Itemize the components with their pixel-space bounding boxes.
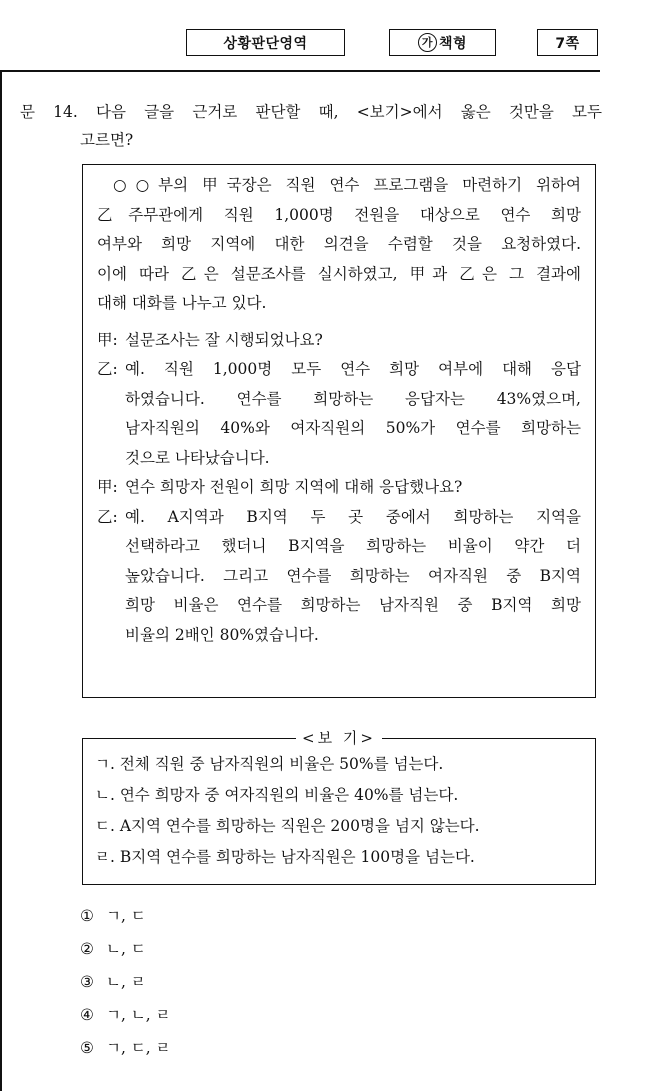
speaker: 甲: — [97, 330, 118, 349]
page-number: 7쪽 — [555, 35, 580, 52]
utterance-line: 비율의 2배인 80%였습니다. — [125, 625, 319, 644]
choice-text: ㄱ, ㄷ, ㄹ — [106, 1039, 171, 1057]
dialogue-turn — [97, 326, 581, 356]
speaker: 甲: — [97, 478, 118, 496]
bogi-box — [82, 729, 596, 885]
question-stem-line-1: 다음 글을 근거로 판단할 때, <보기>에서 옳은 것만을 모두 — [96, 103, 602, 121]
passage-line: 대해 대화를 나누고 있다. — [97, 294, 267, 312]
bogi-item: ㄱ. 전체 직원 중 남자직원의 비율은 50%를 넘는다. — [95, 755, 444, 773]
answer-choice[interactable] — [80, 933, 171, 966]
utterance-line: 예. A지역과 B지역 두 곳 중에서 희망하는 지역을 — [125, 507, 581, 526]
header-page-box — [537, 29, 598, 56]
answer-choice[interactable] — [80, 1032, 171, 1065]
answer-choice[interactable] — [80, 999, 171, 1032]
passage-line: 여부와 희망 지역에 대한 의견을 수렴할 것을 요청하였다. — [97, 235, 581, 253]
bogi-item: ㄴ. 연수 희망자 중 여자직원의 비율은 40%를 넘는다. — [95, 786, 459, 804]
utterance-line: 연수 희망자 전원이 희망 지역에 대해 응답했나요? — [125, 478, 463, 496]
utterance-line: 예. 직원 1,000명 모두 연수 희망 여부에 대해 응답 — [125, 360, 581, 378]
utterance-line: 설문조사는 잘 시행되었나요? — [125, 330, 323, 349]
choice-text: ㄱ, ㄴ, ㄹ — [106, 1006, 171, 1024]
answer-choice[interactable] — [80, 900, 171, 933]
choice-text: ㄴ, ㄷ — [106, 940, 146, 958]
header-booklet-type-box — [389, 29, 496, 56]
utterance-line: 선택하라고 했더니 B지역을 희망하는 비율이 약간 더 — [125, 537, 581, 555]
booklet-type-circle: 가 — [418, 33, 437, 52]
dialogue-turn — [97, 355, 581, 473]
utterance-line: 것으로 나타났습니다. — [125, 448, 270, 467]
choice-text: ㄱ, ㄷ — [106, 907, 146, 925]
utterance-line: 높았습니다. 그리고 연수를 희망하는 여자직원 중 B지역 — [125, 566, 581, 585]
utterance — [125, 503, 581, 651]
question-stem-line-2: 고르면? — [80, 131, 134, 149]
speaker: 乙: — [97, 507, 118, 526]
header-rule — [0, 70, 600, 72]
passage-box — [82, 164, 596, 698]
choice-number: ④ — [80, 1006, 94, 1024]
utterance-line: 희망 비율은 연수를 희망하는 남자직원 중 B지역 희망 — [125, 596, 581, 614]
choice-number: ① — [80, 907, 94, 925]
bogi-title — [83, 728, 595, 748]
dialogue-turn — [97, 473, 581, 503]
dialogue — [97, 326, 581, 651]
dialogue-turn — [97, 503, 581, 651]
choice-text: ㄴ, ㄹ — [106, 973, 146, 991]
choice-number: ② — [80, 940, 94, 958]
bogi-title-text: <보 기> — [296, 729, 382, 747]
utterance-line: 하였습니다. 연수를 희망하는 응답자는 43%였으며, — [125, 389, 581, 408]
utterance — [125, 355, 581, 473]
passage-line: 乙주무관에게 직원 1,000명 전원을 대상으로 연수 희망 — [97, 205, 581, 224]
question-number: 문 14. — [20, 103, 78, 121]
choice-number: ③ — [80, 973, 94, 991]
header-subject-box — [186, 29, 345, 56]
choice-number: ⑤ — [80, 1039, 94, 1057]
booklet-type-label: 책형 — [438, 35, 468, 52]
header-subject: 상황판단영역 — [223, 35, 308, 52]
passage-line: 이에 따라 乙은 설문조사를 실시하였고, 甲과 乙은 그 결과에 — [97, 264, 581, 283]
speaker: 乙: — [97, 360, 118, 378]
question-stem — [20, 98, 602, 126]
passage-line: ○○부의 甲국장은 직원 연수 프로그램을 마련하기 위하여 — [113, 176, 581, 194]
column-rule — [0, 70, 2, 1091]
passage-intro — [97, 171, 581, 319]
answer-choice[interactable] — [80, 966, 171, 999]
utterance — [125, 326, 581, 356]
utterance-line: 남자직원의 40%와 여자직원의 50%가 연수를 희망하는 — [125, 419, 581, 437]
answer-choices — [80, 900, 171, 1065]
bogi-item: ㄹ. B지역 연수를 희망하는 남자직원은 100명을 넘는다. — [95, 848, 475, 866]
utterance — [125, 473, 581, 503]
bogi-item: ㄷ. A지역 연수를 희망하는 직원은 200명을 넘지 않는다. — [95, 817, 480, 835]
